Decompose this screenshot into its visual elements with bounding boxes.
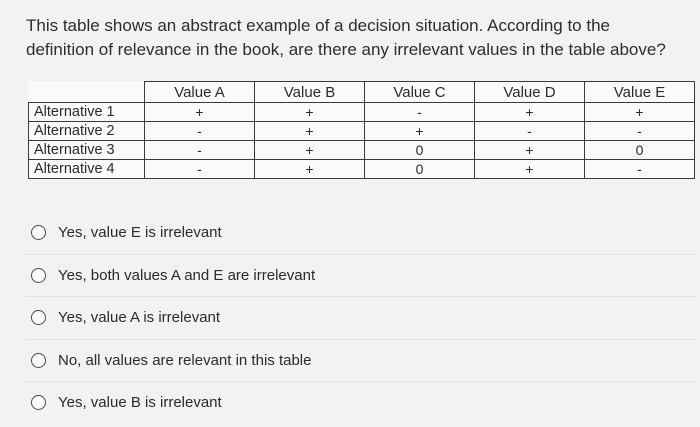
column-header: Value D: [475, 82, 585, 103]
column-header: Value A: [145, 82, 255, 103]
answer-option[interactable]: [26, 297, 696, 340]
option-label: Yes, value A is irrelevant: [58, 309, 221, 327]
table-cell: -: [585, 160, 695, 179]
option-label: Yes, value E is irrelevant: [58, 224, 222, 242]
table-cell: +: [365, 122, 475, 141]
answer-option[interactable]: [26, 382, 696, 424]
column-header: Value C: [365, 82, 475, 103]
answer-option[interactable]: [26, 340, 696, 383]
table-row: [29, 122, 695, 141]
table-cell: +: [255, 141, 365, 160]
table-header-row: [29, 82, 695, 103]
table-cell: -: [145, 160, 255, 179]
table-cell: 0: [365, 160, 475, 179]
table-cell: -: [475, 122, 585, 141]
radio-button[interactable]: [31, 395, 46, 410]
answer-options: [26, 212, 696, 424]
table-cell: -: [365, 103, 475, 122]
table-cell: +: [145, 103, 255, 122]
table-cell: +: [475, 141, 585, 160]
row-header: Alternative 3: [29, 141, 145, 160]
table-cell: -: [585, 122, 695, 141]
row-header: Alternative 1: [29, 103, 145, 122]
table-cell: +: [585, 103, 695, 122]
question-line-2: definition of relevance in the book, are there any irrelevant values in the table above?: [26, 40, 666, 59]
column-header: Value E: [585, 82, 695, 103]
answer-option[interactable]: [26, 212, 696, 255]
question-text: [26, 14, 696, 62]
radio-button[interactable]: [31, 225, 46, 240]
option-label: No, all values are relevant in this table: [58, 351, 312, 369]
option-label: Yes, value B is irrelevant: [58, 394, 222, 412]
table-cell: 0: [585, 141, 695, 160]
table-cell: +: [255, 122, 365, 141]
table-cell: -: [145, 141, 255, 160]
table-corner: [29, 82, 145, 103]
radio-button[interactable]: [31, 353, 46, 368]
table-row: [29, 103, 695, 122]
option-label: Yes, both values A and E are irrelevant: [58, 266, 316, 284]
answer-option[interactable]: [26, 255, 696, 298]
row-header: Alternative 4: [29, 160, 145, 179]
question-line-1: This table shows an abstract example of a decision situation. According to the: [26, 16, 610, 35]
row-header: Alternative 2: [29, 122, 145, 141]
decision-table: [28, 81, 695, 179]
table-row: [29, 141, 695, 160]
table-cell: -: [145, 122, 255, 141]
radio-button[interactable]: [31, 268, 46, 283]
radio-button[interactable]: [31, 310, 46, 325]
table-cell: +: [255, 160, 365, 179]
table-cell: +: [475, 160, 585, 179]
table-cell: +: [255, 103, 365, 122]
table-row: [29, 160, 695, 179]
column-header: Value B: [255, 82, 365, 103]
table-cell: 0: [365, 141, 475, 160]
table-cell: +: [475, 103, 585, 122]
